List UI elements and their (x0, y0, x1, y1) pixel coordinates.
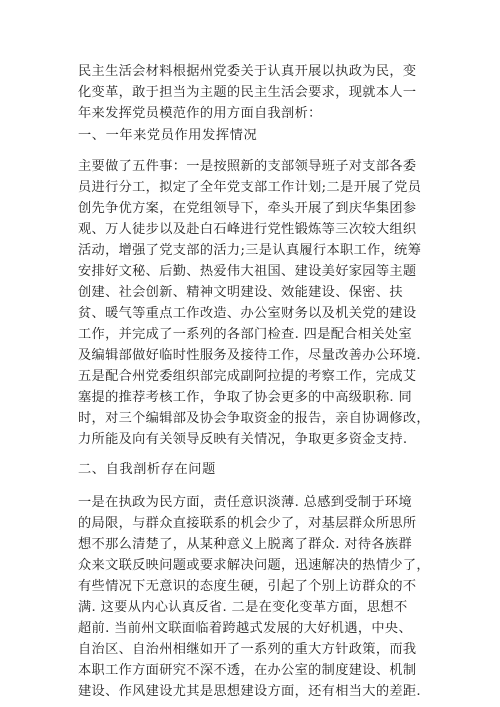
section2-line: 建设、作风建设尤其是思想建设方面，还有相当大的差距. (78, 683, 421, 699)
section1-line: 力所能及向有关领导反映有关情况，争取更多资金支持. (78, 432, 408, 448)
section-heading-1: 一、一年来党员作用发挥情况 (78, 128, 258, 144)
section-heading-2: 二、自我剖析存在问题 (78, 461, 216, 477)
section1-line: 贫、暖气等重点工作改造、办公室财务以及机关党的建设 (78, 306, 417, 321)
section2-line: 一是在执政为民方面，责任意识淡薄. 总感到受制于环境 (78, 494, 412, 510)
section1-line: 安排好文秘、后勤、热爱伟大祖国、建设美好家园等主题 (78, 263, 417, 279)
section2-line: 有些情况下无意识的态度生硬，引起了个别上访群众的不 (78, 578, 417, 594)
section1-line: 工作，并完成了一系列的各部门检查. 四是配合相关处室 (78, 327, 412, 343)
intro-line: 化变革，敢于担当为主题的民主生活会要求，现就本人一 (78, 85, 417, 100)
section1-line: 塞提的推荐考核工作，争取了协会更多的中高级职称. 同 (78, 390, 412, 406)
section1-line: 创建、社会创新、精神文明建设、效能建设、保密、扶 (78, 285, 403, 300)
section2-line: 自治区、自治州相继如开了一系列的重大方针政策，而我 (78, 641, 417, 657)
section1-line: 创先争优方案，在党组领导下，牵头开展了到庆华集团参 (78, 200, 417, 216)
section2-line: 的局限，与群众直接联系的机会少了，对基层群众所思所 (78, 515, 417, 531)
section2-line: 众来文联反映问题或要求解决问题，迅速解决的热情少了， (78, 557, 430, 573)
intro-line: 年来发挥党员模范作的用方面自我剖析： (78, 106, 322, 122)
section2-line: 超前. 当前州文联面临着跨越式发展的大好机遇，中央、 (78, 620, 412, 636)
section1-line: 五是配合州党委组织部完成副阿拉提的考察工作，完成艾 (78, 369, 417, 385)
section1-line: 时，对三个编辑部及协会争取资金的报告，亲自协调修改， (78, 411, 430, 427)
section1-line: 及编辑部做好临时性服务及接待工作，尽量改善办公环境. (78, 348, 421, 364)
section1-line: 观、万人徒步以及赴白石峰进行党性锻炼等三次较大组织 (78, 221, 417, 237)
intro-line: 民主生活会材料根据州党委关于认真开展以执政为民，变 (78, 64, 417, 79)
section2-line: 本职工作方面研究不深不透，在办公室的制度建设、机制 (78, 662, 417, 678)
section2-line: 满. 这要从内心认真反省. 二是在变化变革方面，思想不 (78, 599, 408, 615)
section1-line: 活动，增强了党支部的活力;三是认真履行本职工作，统筹 (78, 242, 422, 258)
section1-line: 员进行分工，拟定了全年党支部工作计划;二是开展了党员 (78, 179, 422, 195)
section1-line: 主要做了五件事：一是按照新的支部领导班子对支部各委 (78, 158, 417, 174)
section2-line: 想不那么清楚了，从某种意义上脱离了群众. 对待各族群 (78, 536, 412, 552)
